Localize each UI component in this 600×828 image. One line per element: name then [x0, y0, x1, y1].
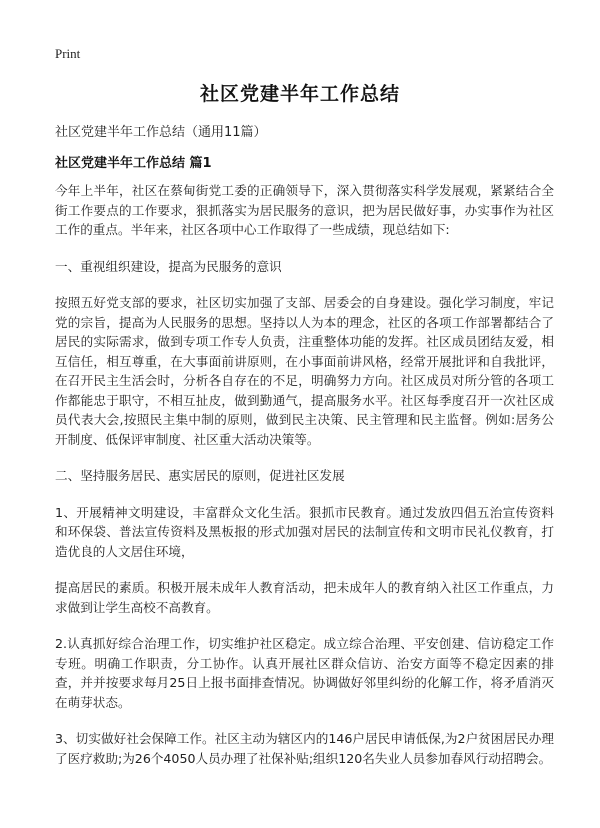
paragraph-security: 3、切实做好社会保障工作。社区主动为辖区内的146户居民申请低保,为2户贫困居民办理了医疗救助;为26个4050人员办理了社保补贴;组织120名失业人员参加春风行动招聘会。 — [55, 731, 554, 766]
paragraph-education: 提高居民的素质。积极开展未成年人教育活动，把未成年人的教育纳入社区工作重点，力求做到让学生高校不高教育。 — [55, 580, 554, 615]
print-link[interactable]: Print — [55, 46, 81, 61]
heading-organization: 一、重视组织建设，提高为民服务的意识 — [55, 258, 282, 274]
paragraph-stability: 2.认真抓好综合治理工作，切实维护社区稳定。成立综合治理、平安创建、信访稳定工作专班。明确工作职责，分工协作。认真开展社区群众信访、治安方面等不稳定因素的排查，并并按要求每月25日上报书面排查情况。协调做好邻里纠纷的化解工作，将矛盾消灭在萌芽状态。 — [55, 636, 554, 710]
document-body — [55, 181, 554, 785]
paragraph-culture: 1、开展精神文明建设，丰富群众文化生活。狠抓市民教育。通过发放四倡五治宣传资料和环保袋、普法宣传资料及黑板报的形式加强对居民的法制宣传和文明市民礼仪教育，打造优良的人文居住环境， — [55, 504, 554, 559]
section-heading: 社区党建半年工作总结 篇1 — [55, 156, 212, 171]
paragraph-organization: 按照五好党支部的要求，社区切实加强了支部、居委会的自身建设。强化学习制度，牢记党的宗旨，提高为人民服务的思想。坚持以人为本的理念，社区的各项工作部署都结合了居民的实际需求，做到专项工作专人负责，注重整体功能的发挥。社区成员团结友爱，相互信任，相互尊重，在大事面前讲原则，在小事面前讲风格，经常开展批评和自我批评，在召开民主生活会时，分析各自存在的不足，明确努力方向。社区成员对所分管的各项工作都能忠于职守，不相互扯皮，做到勤通气，提高服务水平。社区每季度召开一次社区成员代表大会,按照民主集中制的原则，做到民主决策、民主管理和民主监督。例如:居务公开制度、低保评审制度、社区重大活动决策等。 — [55, 295, 554, 447]
document-subtitle: 社区党建半年工作总结（通用11篇） — [55, 125, 267, 140]
paragraph-intro: 今年上半年，社区在蔡甸街党工委的正确领导下，深入贯彻落实科学发展观，紧紧结合全街工作要点的工作要求，狠抓落实为居民服务的意识，把为居民做好事，办实事作为社区工作的重点。半年来，社区各项中心工作取得了一些成绩，现总结如下: — [55, 183, 554, 237]
page-title: 社区党建半年工作总结 — [199, 83, 400, 105]
heading-service: 二、坚持服务居民、惠实居民的原则，促进社区发展 — [55, 468, 345, 483]
